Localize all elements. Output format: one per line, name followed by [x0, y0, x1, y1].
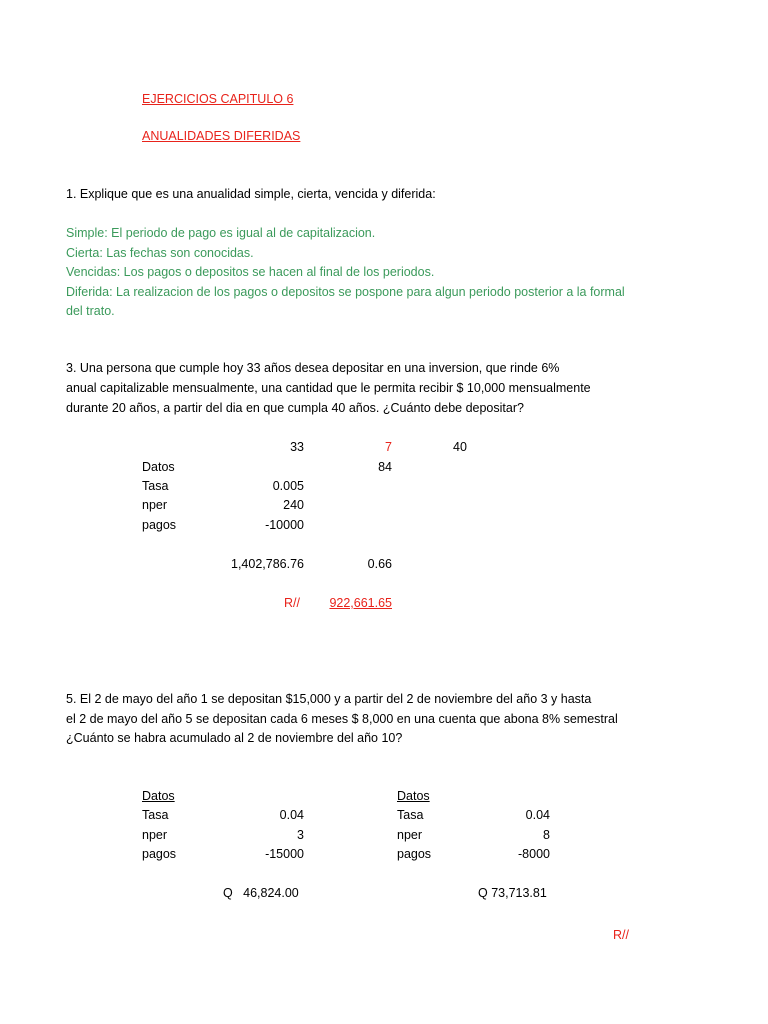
q3-line-2: anual capitalizable mensualmente, una cantidad que le permita recibir $ 10,000 mensualmente — [66, 381, 591, 395]
q5-line-2: el 2 de mayo del año 5 se depositan cada 6 meses $ 8,000 en una cuenta que abona 8% semestral — [66, 712, 618, 726]
q5-right-pagos-label: pagos — [397, 847, 432, 861]
q5-left-nper-label: nper — [142, 828, 168, 842]
q5-right-nper-label: nper — [397, 828, 423, 842]
q1-answer-vencidas: Vencidas: Los pagos o depositos se hacen al final de los periodos. — [66, 265, 435, 279]
q5-left-tasa-label: Tasa — [142, 808, 169, 822]
chapter-title: EJERCICIOS CAPITULO 6 — [142, 92, 294, 106]
q3-years-diff: 7 — [385, 440, 392, 454]
q5-right-nper-value: 8 — [543, 828, 550, 842]
q5-left-nper-value: 3 — [297, 828, 304, 842]
q3-pagos-label: pagos — [142, 518, 177, 532]
q5-right-result: Q 73,713.81 — [478, 886, 547, 900]
q3-nper-label: nper — [142, 498, 168, 512]
q1-answer-diferida: Diferida: La realizacion de los pagos o depositos se pospone para algun periodo posterior a la formal — [66, 285, 625, 299]
q5-line-1: 5. El 2 de mayo del año 1 se depositan $15,000 y a partir del 2 de noviembre del año 3 y hasta — [66, 692, 592, 706]
topic-title: ANUALIDADES DIFERIDAS — [142, 129, 301, 143]
q3-months-diff: 84 — [378, 460, 392, 474]
q3-present-value: 1,402,786.76 — [231, 557, 304, 571]
q3-line-3: durante 20 años, a partir del dia en que cumpla 40 años. ¿Cuánto debe depositar? — [66, 401, 524, 415]
q5-right-tasa-label: Tasa — [397, 808, 424, 822]
q3-answer-label: R// — [284, 596, 300, 610]
q5-left-result: Q 46,824.00 — [223, 886, 299, 900]
q3-pagos-value: -10000 — [265, 518, 304, 532]
q3-age-start: 40 — [453, 440, 467, 454]
q1-answer-diferida-cont: del trato. — [66, 304, 115, 318]
q5-right-tasa-value: 0.04 — [525, 808, 550, 822]
q5-left-tasa-value: 0.04 — [279, 808, 304, 822]
q5-line-3: ¿Cuánto se habra acumulado al 2 de noviembre del año 10? — [66, 731, 403, 745]
q3-age-now: 33 — [290, 440, 304, 454]
q1-answer-simple: Simple: El periodo de pago es igual al de capitalizacion. — [66, 226, 376, 240]
q1-answer-cierta: Cierta: Las fechas son conocidas. — [66, 246, 254, 260]
q3-nper-value: 240 — [283, 498, 304, 512]
q5-answer-label: R// — [613, 928, 629, 942]
q3-line-1: 3. Una persona que cumple hoy 33 años desea depositar en una inversion, que rinde 6% — [66, 361, 560, 375]
q3-answer-value: 922,661.65 — [329, 596, 392, 610]
q3-datos-label: Datos — [142, 460, 175, 474]
q5-left-pagos-label: pagos — [142, 847, 177, 861]
q3-tasa-label: Tasa — [142, 479, 169, 493]
q3-factor: 0.66 — [367, 557, 392, 571]
q3-tasa-value: 0.005 — [272, 479, 304, 493]
q5-left-pagos-value: -15000 — [265, 847, 304, 861]
q5-right-datos-label: Datos — [397, 789, 430, 803]
q1-question: 1. Explique que es una anualidad simple, cierta, vencida y diferida: — [66, 187, 436, 201]
q5-left-datos-label: Datos — [142, 789, 175, 803]
q5-right-pagos-value: -8000 — [518, 847, 550, 861]
